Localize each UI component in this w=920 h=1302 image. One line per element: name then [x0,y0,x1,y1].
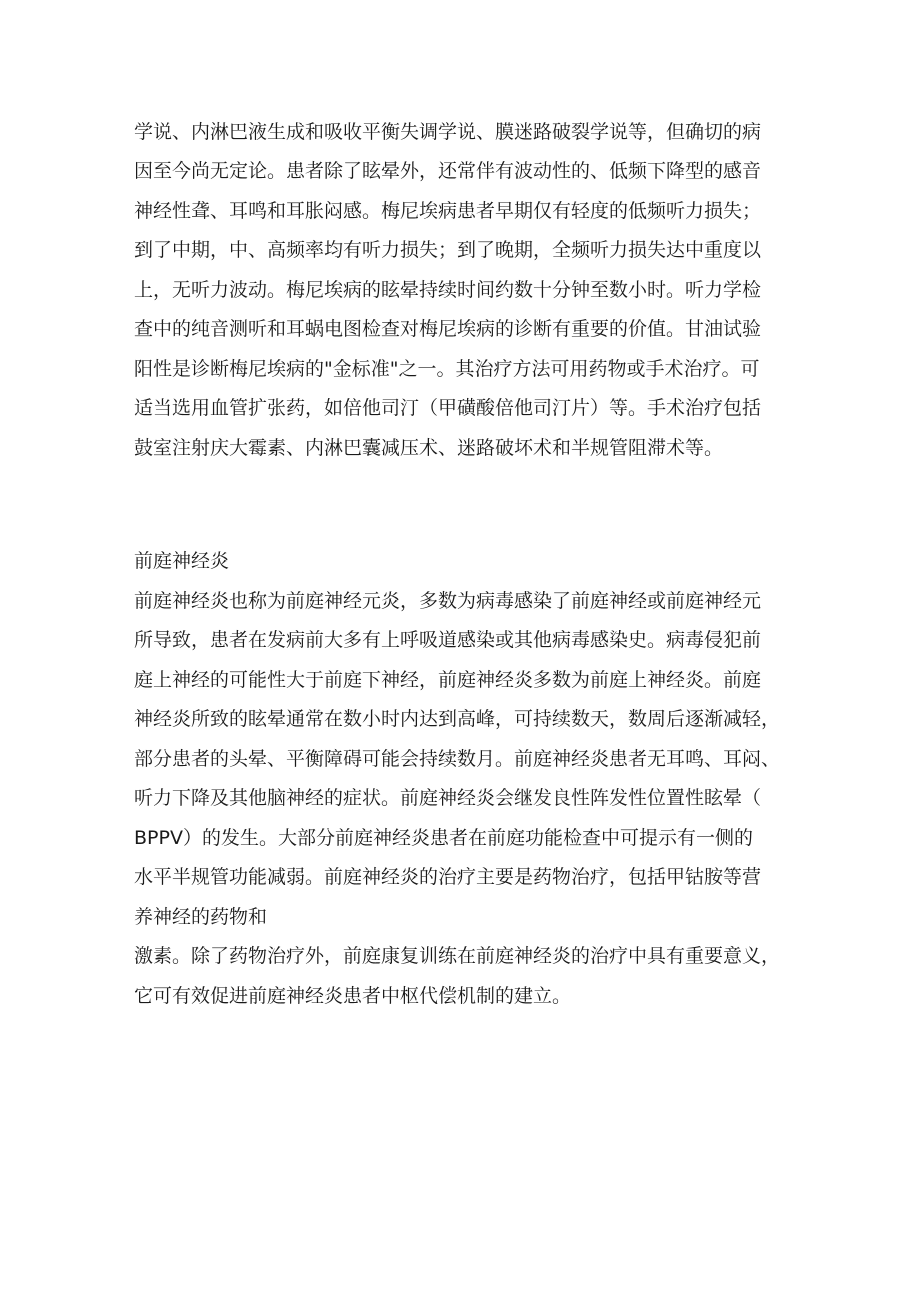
paragraph-line: 因至今尚无定论。患者除了眩晕外，还常伴有波动性的、低频下降型的感音 [134,160,762,182]
paragraph-line: 听力下降及其他脑神经的症状。前庭神经炎会继发良性阵发性位置性眩晕（ [134,787,762,809]
paragraph-line: 适当选用血管扩张药，如倍他司汀（甲磺酸倍他司汀片）等。手术治疗包括 [134,397,762,419]
paragraph-line: 养神经的药物和 [134,906,268,928]
paragraph-line: 神经炎所致的眩晕通常在数小时内达到高峰，可持续数天，数周后逐渐减轻， [134,708,781,730]
paragraph-line: 阳性是诊断梅尼埃病的"金标准"之一。其治疗方法可用药物或手术治疗。可 [134,358,760,380]
paragraph-line: BPPV）的发生。大部分前庭神经炎患者在前庭功能检查中可提示有一侧的 [134,827,753,849]
paragraph-line: 部分患者的头晕、平衡障碍可能会持续数月。前庭神经炎患者无耳鸣、耳闷、 [134,748,781,770]
paragraph-line: 水平半规管功能减弱。前庭神经炎的治疗主要是药物治疗，包括甲钴胺等营 [134,866,762,888]
paragraph-line: 前庭神经炎也称为前庭神经元炎，多数为病毒感染了前庭神经或前庭神经元 [134,590,762,612]
paragraph-line: 查中的纯音测听和耳蜗电图检查对梅尼埃病的诊断有重要的价值。甘油试验 [134,318,762,340]
paragraph-line: 它可有效促进前庭神经炎患者中枢代偿机制的建立。 [134,985,572,1007]
paragraph-line: 鼓室注射庆大霉素、内淋巴囊减压术、迷路破坏术和半规管阻滞术等。 [134,437,724,459]
paragraph-line: 激素。除了药物治疗外，前庭康复训练在前庭神经炎的治疗中具有重要意义， [134,945,781,967]
paragraph-line: 到了中期，中、高频率均有听力损失；到了晚期，全频听力损失达中重度以 [134,239,762,261]
paragraph-line: 学说、内淋巴液生成和吸收平衡失调学说、膜迷路破裂学说等，但确切的病 [134,121,762,143]
paragraph-line: 所导致，患者在发病前大多有上呼吸道感染或其他病毒感染史。病毒侵犯前 [134,629,762,651]
paragraph-line: 庭上神经的可能性大于前庭下神经，前庭神经炎多数为前庭上神经炎。前庭 [134,669,762,691]
paragraph-line: 神经性聋、耳鸣和耳胀闷感。梅尼埃病患者早期仅有轻度的低频听力损失； [134,200,762,222]
section-heading: 前庭神经炎 [134,550,230,572]
paragraph-line: 上，无听力波动。梅尼埃病的眩晕持续时间约数十分钟至数小时。听力学检 [134,279,762,301]
